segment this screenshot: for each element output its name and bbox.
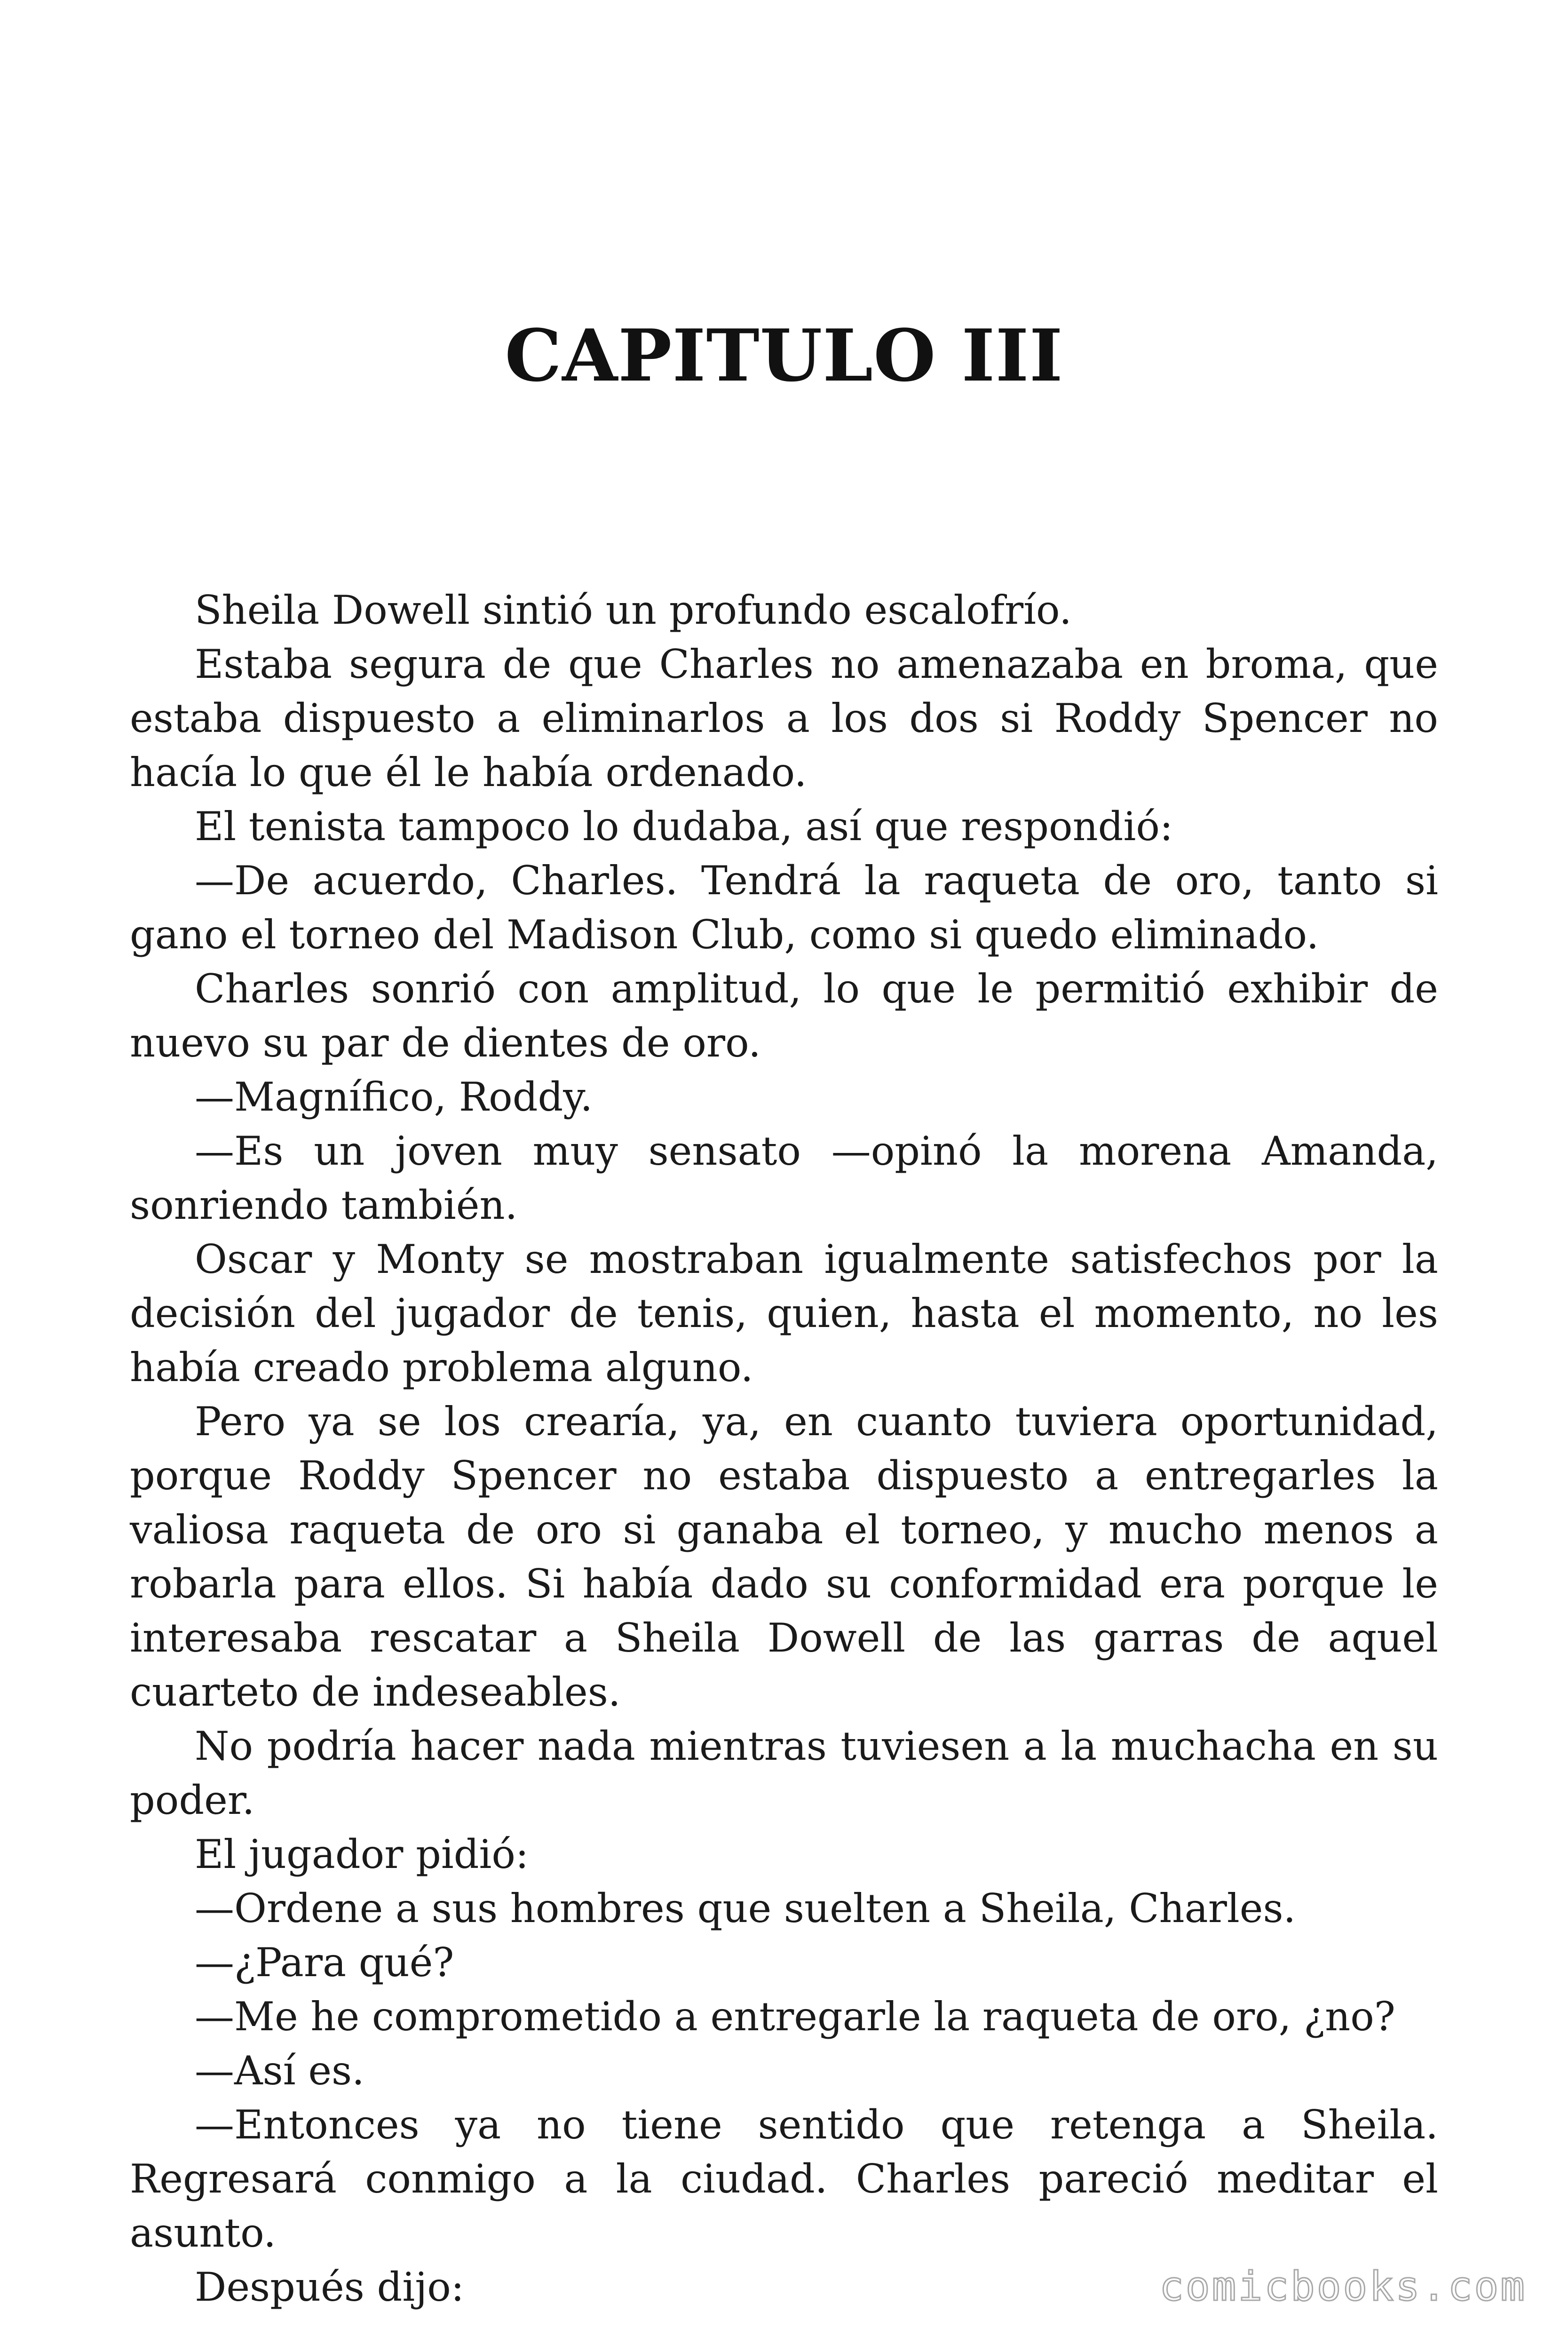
- paragraph: El tenista tampoco lo dudaba, así que respondió:: [195, 803, 1173, 850]
- chapter-title: CAPITULO III: [505, 313, 1063, 397]
- paragraph: Pero ya se los crearía, ya, en cuanto tuviera oportunidad, porque Roddy Spencer no estaba dispuesto a entregarles la valiosa raqueta de oro si ganaba el torneo, y mucho menos a robarla para ellos. Si había dado su conformidad era porque le interesaba rescatar a Sheila Dowell de las garras de aquel cuarteto de indeseables.: [130, 1398, 1438, 1715]
- paragraph: Oscar y Monty se mostraban igualmente satisfechos por la decisión del jugador de tenis, quien, hasta el momento, no les había creado problema alguno.: [130, 1236, 1438, 1391]
- paragraph: No podría hacer nada mientras tuviesen a la muchacha en su poder.: [130, 1723, 1438, 1823]
- paragraph: —Me he comprometido a entregarle la raqueta de oro, ¿no?: [195, 1994, 1395, 2040]
- paragraph: Sheila Dowell sintió un profundo escalofrío.: [195, 587, 1072, 633]
- paragraph: —Ordene a sus hombres que suelten a Sheila, Charles.: [195, 1885, 1296, 1931]
- paragraph: —De acuerdo, Charles. Tendrá la raqueta de oro, tanto si gano el torneo del Madison Club, como si quedo eliminado.: [130, 858, 1438, 958]
- paragraph: —¿Para qué?: [195, 1939, 454, 1986]
- paragraph: —Entonces ya no tiene sentido que retenga a Sheila. Regresará conmigo a la ciudad. Charles pareció meditar el asunto.: [130, 2102, 1438, 2256]
- chapter-body: [130, 583, 1438, 2314]
- paragraph: —Es un joven muy sensato —opinó la morena Amanda, sonriendo también.: [130, 1128, 1438, 1228]
- paragraph: —Magnífico, Roddy.: [195, 1074, 593, 1120]
- paragraph: —Así es.: [195, 2048, 364, 2094]
- paragraph: El jugador pidió:: [195, 1831, 529, 1877]
- watermark: comicbooks.com: [1159, 2263, 1527, 2310]
- paragraph: Estaba segura de que Charles no amenazaba en broma, que estaba dispuesto a eliminarlos a los dos si Roddy Spencer no hacía lo que él le había ordenado.: [130, 641, 1438, 795]
- paragraph: Después dijo:: [195, 2264, 465, 2310]
- paragraph: Charles sonrió con amplitud, lo que le permitió exhibir de nuevo su par de dientes de oro.: [130, 966, 1438, 1066]
